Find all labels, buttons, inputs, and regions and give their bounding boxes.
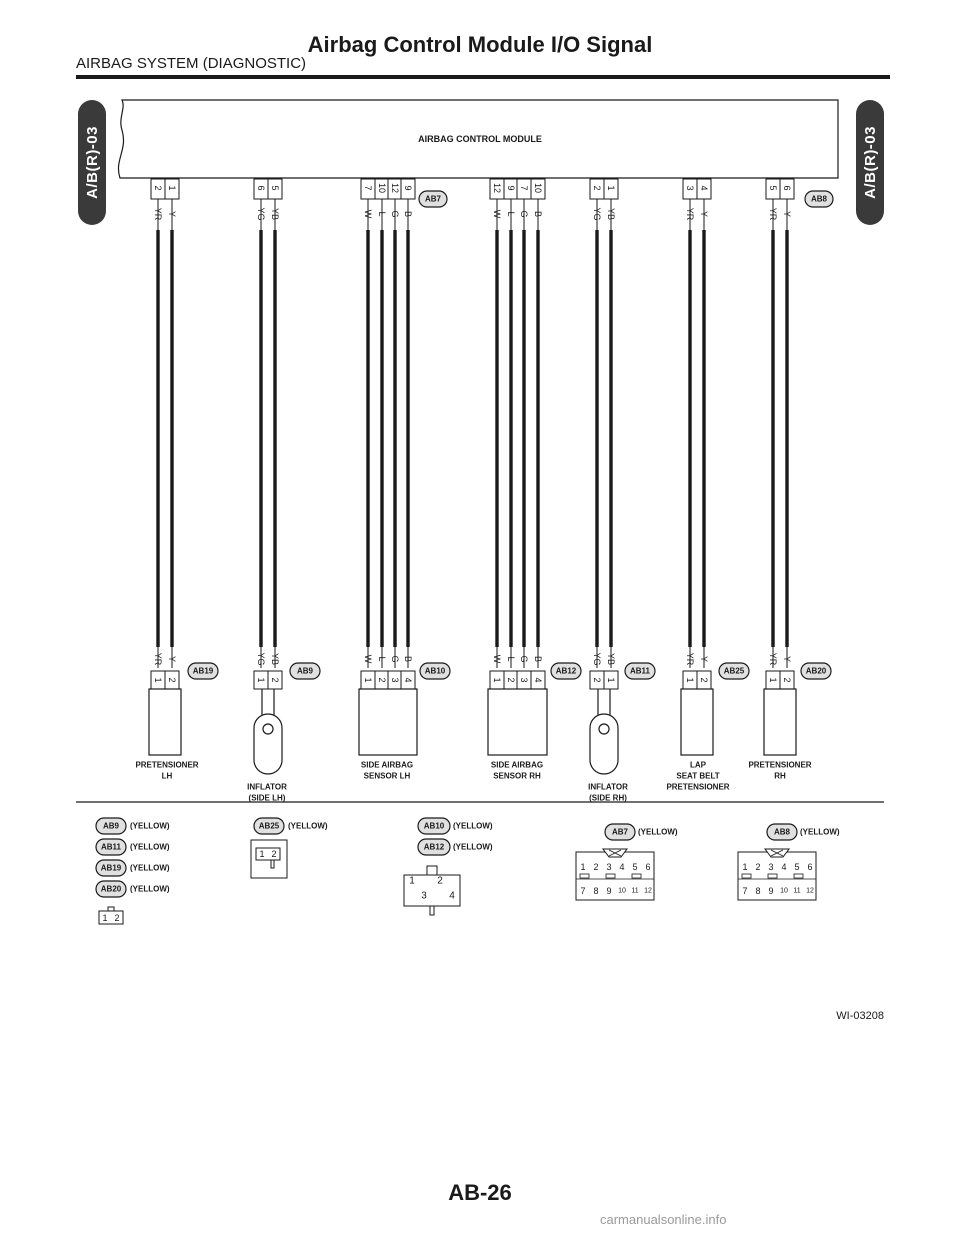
module-wire-color: W: [363, 209, 373, 219]
device-wire-color: G: [519, 655, 529, 663]
legend-pin: 11: [631, 887, 639, 895]
legend-pin: 2: [437, 875, 443, 887]
device-pin-number: 1: [768, 677, 778, 683]
watermark: carmanualsonline.info: [600, 1212, 727, 1227]
legend-pin: 10: [618, 887, 626, 895]
module-pin-number: 7: [519, 185, 529, 191]
device-pin-number: 1: [256, 677, 266, 683]
legend-connector-latch: [430, 906, 434, 915]
legend-connector-tab: [794, 874, 803, 878]
module-wire-color: YB: [606, 207, 616, 221]
module-pin-number: 12: [492, 182, 502, 194]
device-pin-number: 2: [699, 677, 709, 683]
device-label: SIDE AIRBAG: [360, 760, 414, 770]
module-wire-color: YG: [592, 207, 602, 221]
module-wire-color: B: [403, 210, 413, 218]
device-label: SENSOR RH: [493, 771, 541, 781]
legend-pin: 12: [644, 887, 652, 895]
legend-color: (YELLOW): [288, 821, 328, 831]
device-connector-badge-label: AB11: [629, 666, 651, 676]
legend-pin: 11: [793, 887, 801, 895]
legend-pin: 10: [780, 887, 788, 895]
legend-connector-tab: [580, 874, 589, 878]
module-pin-number: 5: [270, 185, 280, 191]
legend-pin: 9: [768, 886, 774, 896]
module-wire-color: G: [519, 210, 529, 218]
page-title: Airbag Control Module I/O Signal: [307, 32, 653, 57]
device-connector-badge-label: AB19: [192, 666, 214, 676]
legend-pin: 5: [794, 862, 800, 872]
legend-connector-tab: [768, 874, 777, 878]
legend-connector-tab: [606, 874, 615, 878]
device-label: INFLATOR: [588, 782, 628, 792]
legend-pin: 12: [806, 887, 814, 895]
device-body: [149, 689, 181, 755]
legend-connector-latch: [271, 860, 274, 868]
module-wire-color: YG: [256, 207, 266, 221]
page-number: AB-26: [448, 1180, 512, 1205]
module-wire-color: L: [506, 211, 516, 217]
inflator-hole: [599, 724, 609, 734]
device-wire-color: B: [403, 655, 413, 663]
legend-color: (YELLOW): [800, 827, 840, 837]
module-wire-color: YR: [768, 207, 778, 221]
legend-pin: 7: [742, 886, 748, 896]
legend-pin: 3: [421, 890, 427, 902]
legend-badge-label: AB20: [100, 884, 122, 894]
device-label: (SIDE LH): [248, 793, 286, 803]
legend-pin: 8: [755, 886, 761, 896]
module-pin-number: 5: [768, 185, 778, 191]
device-pin-number: 2: [270, 677, 280, 683]
module-wire-color: G: [390, 210, 400, 218]
device-connector-badge-label: AB20: [805, 666, 827, 676]
legend-pin: 2: [755, 862, 761, 872]
legend-pin: 3: [606, 862, 612, 872]
legend-pin: 6: [645, 862, 651, 872]
device-wire-color: YR: [768, 652, 778, 666]
device-connector-badge-label: AB9: [296, 666, 314, 676]
side-tab-right-label: A/B(R)-03: [861, 126, 879, 199]
device-connector-badge-label: AB10: [424, 666, 446, 676]
device-wire-color: YR: [685, 652, 695, 666]
module-pin-number: 12: [390, 182, 400, 194]
connector-ab7-badge-label: AB7: [424, 194, 442, 204]
device-label: RH: [774, 771, 786, 781]
device-label: (SIDE RH): [589, 793, 627, 803]
legend-pin: 2: [114, 913, 120, 923]
device-wire-color: Y: [699, 655, 709, 663]
legend-color: (YELLOW): [130, 884, 170, 894]
device-label: LAP: [690, 760, 706, 770]
module-wire-color: YB: [270, 207, 280, 221]
module-pin-number: 2: [153, 185, 163, 191]
inflator-hole: [263, 724, 273, 734]
device-pin-number: 2: [167, 677, 177, 683]
device-label: SIDE AIRBAG: [490, 760, 544, 770]
legend-color: (YELLOW): [453, 842, 493, 852]
module-wire-color: L: [377, 211, 387, 217]
device-wire-color: YG: [592, 652, 602, 666]
device-pin-number: 1: [153, 677, 163, 683]
device-pin-number: 2: [592, 677, 602, 683]
legend-connector-tab: [742, 874, 751, 878]
legend-pin: 4: [449, 890, 455, 902]
device-label: INFLATOR: [247, 782, 287, 792]
device-wire-color: W: [363, 654, 373, 664]
device-wire-color: L: [377, 656, 387, 662]
legend-badge-label: AB10: [423, 821, 445, 831]
device-pin-number: 1: [492, 677, 502, 683]
device-connector-badge-label: AB12: [555, 666, 577, 676]
legend-pin: 1: [409, 875, 415, 887]
module-pin-number: 1: [606, 185, 616, 191]
module-pin-number: 10: [533, 182, 543, 194]
legend-pin: 9: [606, 886, 612, 896]
device-wire-color: YG: [256, 652, 266, 666]
legend-pin: 1: [259, 849, 265, 859]
module-pin-number: 6: [782, 185, 792, 191]
legend-badge-label: AB25: [258, 821, 280, 831]
module-pin-number: 7: [363, 185, 373, 191]
module-pin-number: 3: [685, 185, 695, 191]
device-label: PRETENSIONER: [135, 760, 199, 770]
legend-pin: 5: [632, 862, 638, 872]
legend-connector-tab: [632, 874, 641, 878]
device-pin-number: 2: [782, 677, 792, 683]
legend-pin: 6: [807, 862, 813, 872]
device-body: [764, 689, 796, 755]
device-wire-color: Y: [782, 655, 792, 663]
legend-pin: 4: [619, 862, 625, 872]
airbag-module-label: AIRBAG CONTROL MODULE: [418, 134, 542, 144]
figure-id: WI-03208: [836, 1010, 884, 1022]
device-body: [488, 689, 547, 755]
legend-pin: 2: [271, 849, 277, 859]
device-label: LH: [161, 771, 173, 781]
device-pin-number: 1: [363, 677, 373, 683]
legend-connector-key: [427, 866, 437, 875]
device-pin-number: 3: [390, 677, 400, 683]
device-body: [681, 689, 713, 755]
module-pin-number: 4: [699, 185, 709, 191]
device-pin-number: 1: [685, 677, 695, 683]
device-label: PRETENSIONER: [748, 760, 812, 770]
module-wire-color: YR: [685, 207, 695, 221]
device-pin-number: 1: [606, 677, 616, 683]
device-pin-number: 4: [533, 677, 543, 683]
device-wire-color: Y: [167, 655, 177, 663]
legend-color: (YELLOW): [130, 842, 170, 852]
inflator-body: [590, 714, 618, 774]
device-pin-number: 4: [403, 677, 413, 683]
legend-pin: 7: [580, 886, 586, 896]
legend-badge-label: AB9: [102, 821, 120, 831]
section-title: AIRBAG SYSTEM (DIAGNOSTIC): [76, 55, 307, 72]
module-wire-color: YR: [153, 207, 163, 221]
connector-ab8-badge-label: AB8: [810, 194, 828, 204]
legend-pin: 1: [102, 913, 108, 923]
legend-color: (YELLOW): [638, 827, 678, 837]
legend-color: (YELLOW): [130, 863, 170, 873]
module-pin-number: 1: [167, 185, 177, 191]
legend-badge-label: AB19: [100, 863, 122, 873]
legend-pin: 8: [593, 886, 599, 896]
module-pin-number: 2: [592, 185, 602, 191]
module-pin-number: 9: [403, 185, 413, 191]
module-wire-color: W: [492, 209, 502, 219]
device-label: PRETENSIONER: [666, 782, 730, 792]
inflator-lead: [262, 689, 274, 716]
device-wire-color: W: [492, 654, 502, 664]
legend-connector-key: [108, 907, 114, 911]
legend-pin: 2: [593, 862, 599, 872]
device-pin-number: 3: [519, 677, 529, 683]
legend-pin: 4: [781, 862, 787, 872]
legend-badge-label: AB12: [423, 842, 445, 852]
device-body: [359, 689, 417, 755]
side-tab-left-label: A/B(R)-03: [83, 126, 101, 199]
device-pin-number: 2: [506, 677, 516, 683]
legend-pin: 1: [580, 862, 586, 872]
legend-color: (YELLOW): [130, 821, 170, 831]
module-wire-color: Y: [167, 210, 177, 218]
legend-badge-label: AB7: [611, 827, 629, 837]
module-wire-color: Y: [782, 210, 792, 218]
device-label: SENSOR LH: [363, 771, 411, 781]
device-wire-color: YB: [606, 652, 616, 666]
legend-pin: 3: [768, 862, 774, 872]
device-pin-number: 2: [377, 677, 387, 683]
module-pin-number: 6: [256, 185, 266, 191]
legend-pin: 1: [742, 862, 748, 872]
module-wire-color: B: [533, 210, 543, 218]
inflator-lead: [598, 689, 610, 716]
module-wire-color: Y: [699, 210, 709, 218]
device-wire-color: YR: [153, 652, 163, 666]
device-connector-badge-label: AB25: [723, 666, 745, 676]
device-wire-color: YB: [270, 652, 280, 666]
legend-color: (YELLOW): [453, 821, 493, 831]
legend-badge-label: AB8: [773, 827, 791, 837]
device-wire-color: B: [533, 655, 543, 663]
inflator-body: [254, 714, 282, 774]
device-wire-color: G: [390, 655, 400, 663]
legend-badge-label: AB11: [100, 842, 122, 852]
device-label: SEAT BELT: [676, 771, 720, 781]
module-pin-number: 10: [377, 182, 387, 194]
module-pin-number: 9: [506, 185, 516, 191]
device-wire-color: L: [506, 656, 516, 662]
